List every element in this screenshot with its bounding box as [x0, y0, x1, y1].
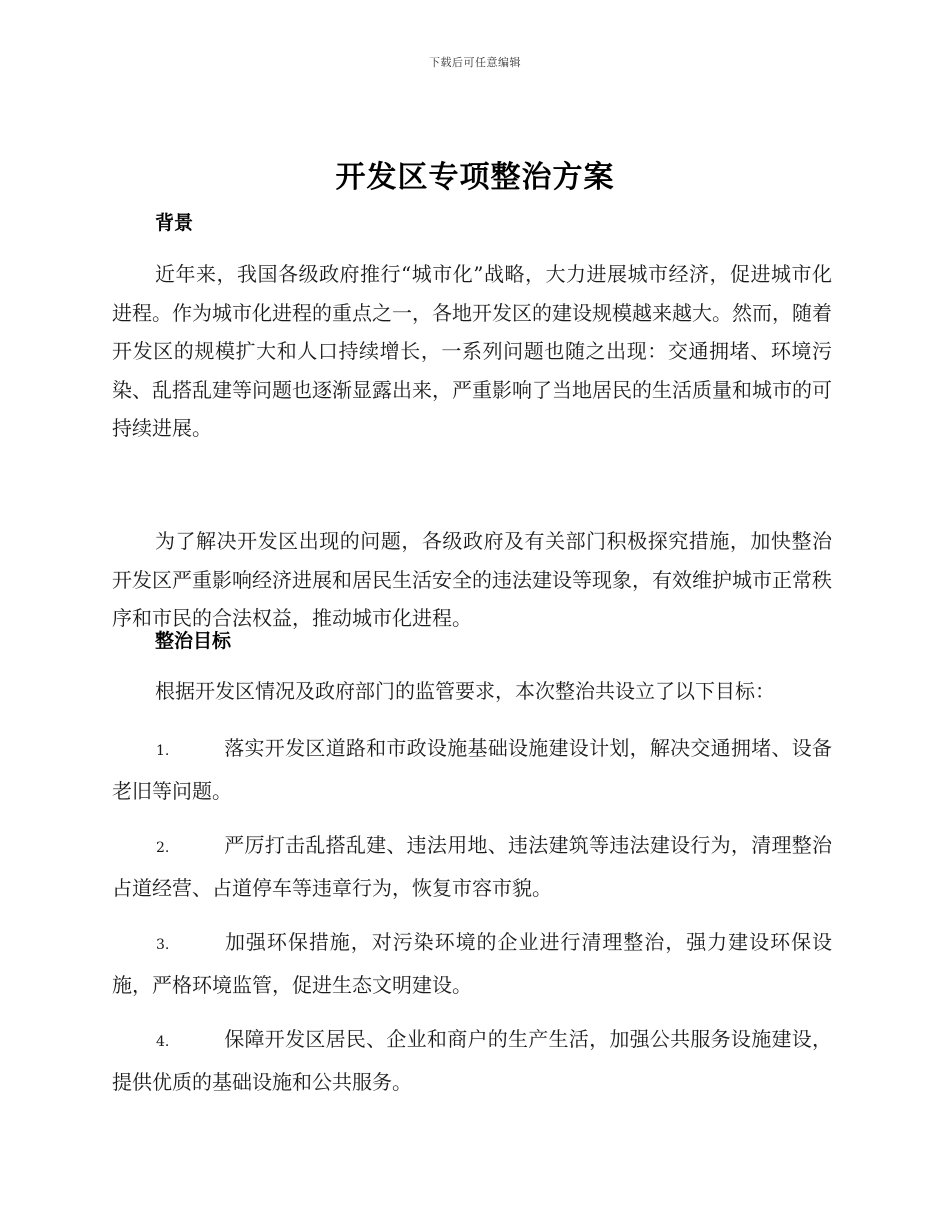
list-number: 1.: [156, 743, 170, 759]
goals-intro: 根据开发区情况及政府部门的监管要求，本次整治共设立了以下目标：: [155, 679, 775, 703]
document-title: 开发区专项整治方案: [335, 160, 615, 195]
list-text: 保障开发区居民、企业和商户的生产生活，加强公共服务设施建设，提供优质的基础设施和公共服务。: [112, 1027, 832, 1094]
goal-list-item: [112, 922, 832, 1005]
list-text: 落实开发区道路和市政设施基础设施建设计划，解决交通拥堵、设备老旧等问题。: [112, 736, 832, 803]
section-heading-goals: 整治目标: [155, 630, 232, 652]
list-text: 加强环保措施，对污染环境的企业进行清理整治，强力建设环保设施，严格环境监管，促进生态文明建设。: [112, 930, 832, 997]
list-number: 2.: [156, 840, 170, 856]
section-heading-background: 背景: [155, 212, 194, 234]
goal-list-item: [112, 728, 832, 811]
list-text: 严厉打击乱搭乱建、违法用地、违法建筑等违法建设行为，清理整治占道经营、占道停车等违章行为，恢复市容市貌。: [112, 833, 832, 900]
list-number: 4.: [156, 1034, 170, 1050]
list-number: 3.: [156, 937, 170, 953]
background-paragraph-1: 近年来，我国各级政府推行“城市化”战略，大力进展城市经济，促进城市化进程。作为城市化进程的重点之一，各地开发区的建设规模越来越大。然而，随着开发区的规模扩大和人口持续增长，一系列问题也随之出现：交通拥堵、环境污染、乱搭乱建等问题也逐渐显露出来，严重影响了当地居民的生活质量和城市的可持续进展。: [112, 262, 832, 440]
goal-list-item: [112, 1019, 832, 1102]
background-paragraph-2: 为了解决开发区出现的问题，各级政府及有关部门积极探究措施，加快整治开发区严重影响经济进展和居民生活安全的违法建设等现象，有效维护城市正常秩序和市民的合法权益，推动城市化进程。: [112, 529, 832, 630]
header-note: 下载后可任意编辑: [429, 56, 521, 69]
goal-list-item: [112, 825, 832, 908]
